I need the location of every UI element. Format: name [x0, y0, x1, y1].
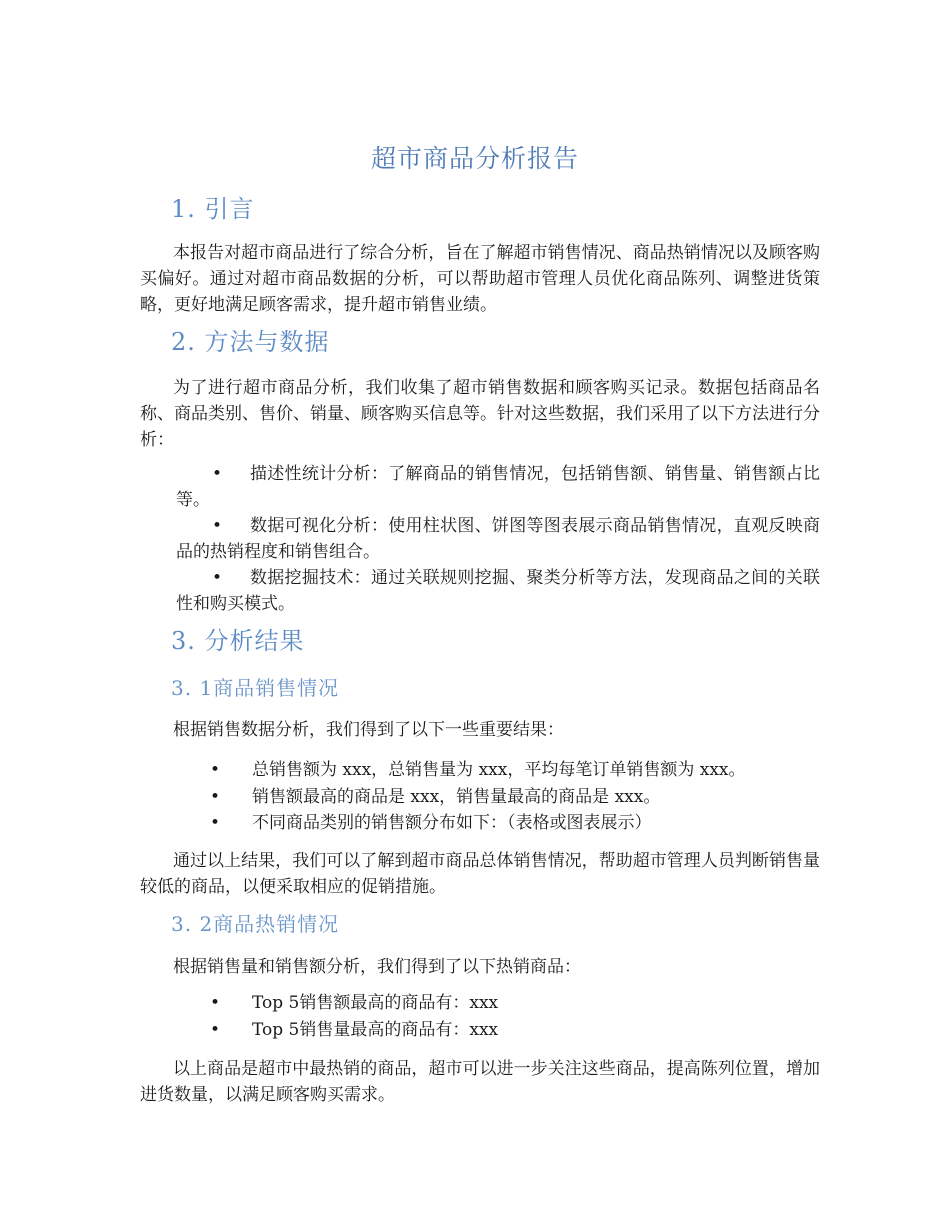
list-item: [176, 461, 820, 513]
paragraph-sales-summary: 通过以上结果，我们可以了解到超市商品总体销售情况，帮助超市管理人员判断销售量较低的商品，以便采取相应的促销措施。: [140, 851, 820, 897]
list-item-text: 销售额最高的商品是 xxx，销售量最高的商品是 xxx。: [252, 786, 661, 807]
heading-introduction: 1. 引言: [171, 195, 255, 223]
bullet-icon: •: [210, 786, 221, 807]
list-item-text: 描述性统计分析：了解商品的销售情况，包括销售额、销售量、销售额占比等。: [176, 464, 820, 510]
heading-sales-situation: 3. 1商品销售情况: [171, 676, 340, 700]
bullet-icon: •: [212, 568, 223, 588]
list-item: [210, 757, 746, 784]
list-item: [176, 565, 820, 617]
methods-list: [176, 461, 820, 617]
heading-results: 3. 分析结果: [171, 627, 305, 655]
list-item-text: Top 5销售量最高的商品有：xxx: [252, 1019, 499, 1040]
list-item: [210, 990, 498, 1017]
sales-results-list: [210, 757, 746, 837]
bullet-icon: •: [210, 993, 221, 1013]
list-item-text: Top 5销售额最高的商品有：xxx: [252, 993, 499, 1013]
hot-items-list: [210, 990, 498, 1043]
paragraph-introduction: 本报告对超市商品进行了综合分析，旨在了解超市销售情况、商品热销情况以及顾客购买偏好。通过对超市商品数据的分析，可以帮助超市管理人员优化商品陈列、调整进货策略，更好地满足顾客需求，提升超市销售业绩。: [140, 243, 820, 315]
sales-lead-text: 根据销售数据分析，我们得到了以下一些重要结果：: [173, 720, 564, 740]
paragraph-hot-summary: 以上商品是超市中最热销的商品，超市可以进一步关注这些商品，提高陈列位置，增加进货数量，以满足顾客购买需求。: [140, 1059, 820, 1105]
bullet-icon: •: [210, 760, 221, 780]
heading-hot-items: 3. 2商品热销情况: [171, 912, 340, 936]
bullet-icon: •: [210, 813, 221, 833]
list-item-text: 总销售额为 xxx，总销售量为 xxx，平均每笔订单销售额为 xxx。: [252, 760, 746, 780]
heading-methods: 2. 方法与数据: [171, 328, 330, 356]
list-item: [210, 1017, 498, 1044]
list-item: [210, 810, 746, 837]
list-item-text: 不同商品类别的销售额分布如下：（表格或图表展示）: [252, 813, 652, 833]
list-item-text: 数据挖掘技术：通过关联规则挖掘、聚类分析等方法，发现商品之间的关联性和购买模式。: [176, 568, 820, 614]
paragraph-methods: 为了进行超市商品分析，我们收集了超市销售数据和顾客购买记录。数据包括商品名称、商品类别、售价、销量、顾客购买信息等。针对这些数据，我们采用了以下方法进行分析：: [140, 378, 820, 450]
list-item-text: 数据可视化分析：使用柱状图、饼图等图表展示商品销售情况，直观反映商品的热销程度和销售组合。: [176, 516, 820, 562]
bullet-icon: •: [212, 464, 223, 484]
hot-lead-text: 根据销售量和销售额分析，我们得到了以下热销商品：: [173, 957, 581, 977]
bullet-icon: •: [210, 1019, 221, 1040]
document-title: 超市商品分析报告: [370, 144, 579, 173]
list-item: [176, 513, 820, 565]
list-item: [210, 784, 746, 811]
bullet-icon: •: [212, 516, 223, 536]
